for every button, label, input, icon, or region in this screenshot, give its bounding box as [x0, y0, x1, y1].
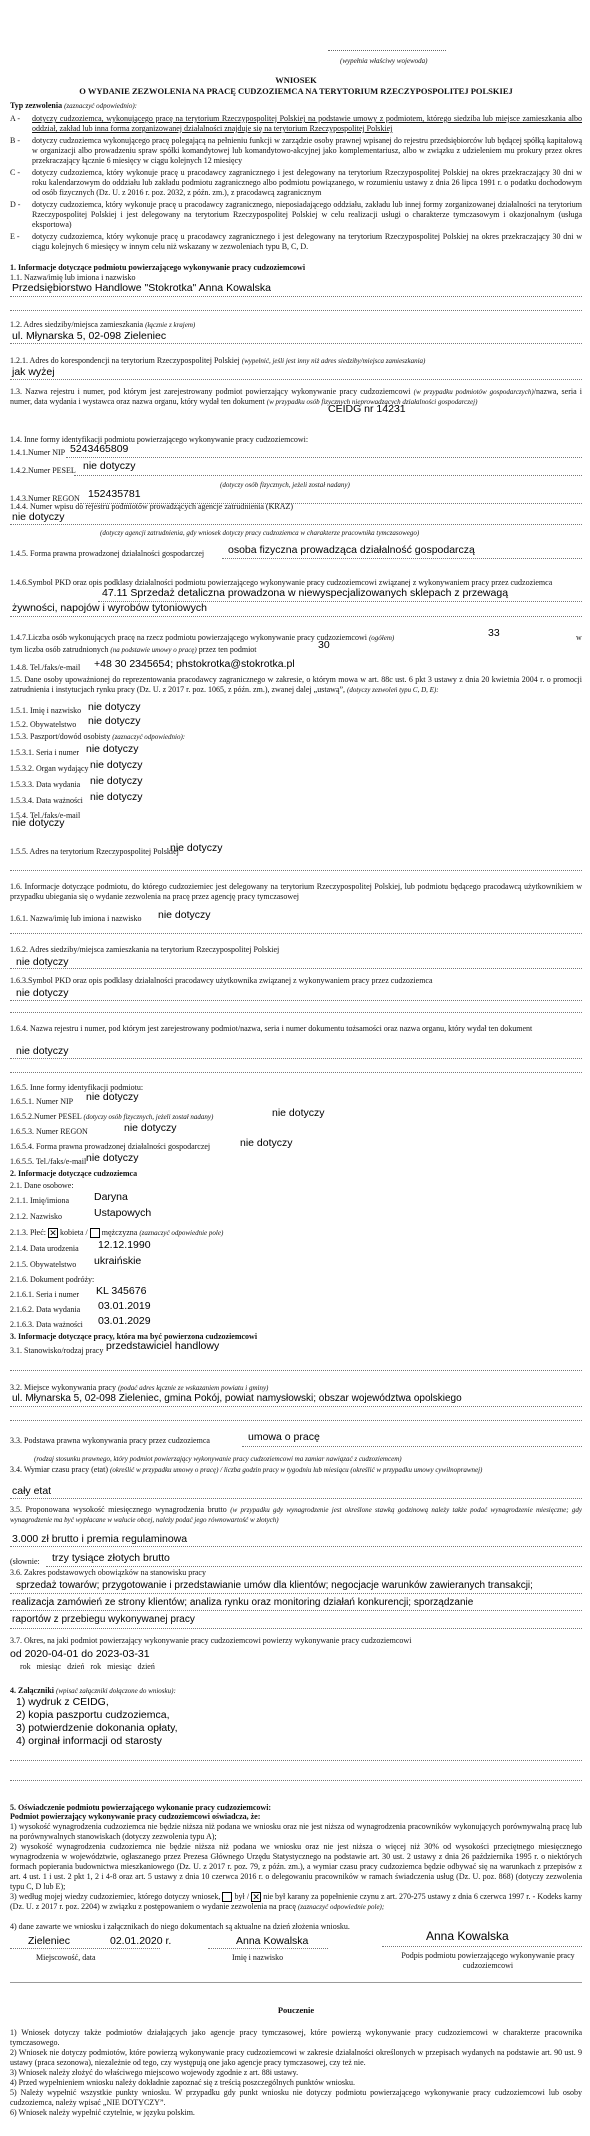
field-1-6-5-3-value[interactable]: nie dotyczy: [124, 1122, 177, 1134]
field-3-7-hint: rok miesiąc dzień rok miesiąc dzień: [20, 1662, 155, 1671]
section4-heading: 4. Załączniki: [10, 1686, 55, 1695]
permit-type-a[interactable]: [10, 114, 582, 134]
field-2-1-6-1-label: 2.1.6.1. Seria i numer: [10, 1290, 80, 1299]
permit-types-label: Typ zezwolenia: [10, 101, 63, 110]
section4-heading-row: [10, 1686, 176, 1696]
field-1-5-label: [10, 675, 582, 695]
statement-4: 4) dane zawarte we wniosku i załącznikach do niego dokumentach są aktualne na dzień złożenia wniosku.: [10, 1922, 350, 1931]
was-convicted-label: był /: [234, 1892, 250, 1901]
was-convicted-checkbox[interactable]: [222, 1892, 232, 1902]
field-1-4-8-value[interactable]: +48 30 2345654; phstokrotka@stokrotka.pl: [94, 658, 295, 670]
form-subtitle: O WYDANIE ZEZWOLENIA NA PRACĘ CUDZOZIEMCA NA TERYTORIUM RZECZYPOSPOLITEJ POLSKIEJ: [79, 86, 513, 96]
dotted-line: [10, 1370, 582, 1371]
field-3-6-line-3[interactable]: raportów z przebiegu wykonywanej pracy: [12, 1614, 195, 1625]
dotted-line: [74, 475, 582, 476]
dotted-line: [10, 1058, 582, 1059]
voivode-note: (wypełnia właściwy wojewoda): [340, 57, 428, 65]
permit-letter: B -: [10, 136, 20, 145]
field-1-5-5-label: 1.5.5. Adres na terytorium Rzeczypospolitej Polskiej: [10, 847, 179, 856]
label-hint: (zaznaczyć odpowiednio):: [112, 733, 186, 741]
field-1-6-2-label: 1.6.2. Adres siedziby/miejsca zamieszkania na terytorium Rzeczypospolitej Polskiej: [10, 945, 280, 954]
field-3-3-label: 3.3. Podstawa prawna wykonywania pracy przez cudzoziemca: [10, 1436, 210, 1445]
female-checkbox[interactable]: ✕: [49, 1228, 57, 1239]
label-hint: (określić w przypadku umowy o pracę) / liczba godzin pracy w tygodniu lub miesiącu (określić w przypadku umowy cywilnoprawnej): [110, 1466, 483, 1474]
field-1-6-3-value[interactable]: nie dotyczy: [16, 987, 69, 999]
field-3-5-label: [10, 1505, 582, 1525]
field-1-6-4-value[interactable]: nie dotyczy: [16, 1045, 69, 1057]
field-2-1-2-value[interactable]: Ustapowych: [94, 1207, 152, 1219]
field-3-3-value[interactable]: umowa o pracę: [248, 1431, 320, 1443]
field-3-7-label: 3.7. Okres, na jaki podmiot powierzający wykonywanie pracy cudzoziemcowi powierzy wykonywanie pracy cudzoziemcowi: [10, 1636, 412, 1645]
dotted-line: [10, 1012, 582, 1013]
permit-types: [10, 101, 582, 252]
field-2-1-6-3-label: 2.1.6.3. Data ważności: [10, 1320, 83, 1329]
field-1-6-5-2-value[interactable]: nie dotyczy: [272, 1107, 325, 1119]
not-convicted-checkbox[interactable]: ✕: [252, 1892, 260, 1903]
field-1-4-2-hint: (dotyczy osób fizycznych, jeżeli został nadany): [220, 481, 350, 489]
field-1-4-7-label-2: [10, 645, 257, 655]
instruction-6: 6) Wniosek należy wypełnić czytelnie, w języku polskim.: [10, 2108, 195, 2117]
field-2-1-3-row: [10, 1228, 223, 1238]
label-text: 1.2.1. Adres do korespondencji na terytorium Rzeczypospolitej Polskiej: [10, 356, 240, 365]
dotted-line: [382, 1946, 582, 1947]
field-2-1-6-2-label: 2.1.6.2. Data wydania: [10, 1305, 81, 1314]
field-3-5-words-label: (słownie:: [10, 1557, 40, 1566]
place-date-label: Miejscowość, data: [36, 1953, 96, 1962]
field-1-5-1-value[interactable]: nie dotyczy: [88, 701, 141, 713]
signature-value[interactable]: Anna Kowalska: [426, 1929, 509, 1943]
dotted-line: [222, 558, 582, 559]
dotted-line: [10, 1760, 582, 1761]
section5-subheading: Podmiot powierzający wykonywanie pracy cudzoziemcowi oświadcza, że:: [10, 1812, 261, 1821]
statement-2: 2) wysokość wynagrodzenia cudzoziemca nie będzie niższa niż podana we wniosku oraz nie jest niższa o więcej niż 30% od wysokości przeciętnego miesięcznego wynagrodzenia w województwie, ogłaszanego przez Prezesa Głównego Urzędu Statystycznego na podstawie art. 30 ust. 2 ustawy z dnia 26 października 1995 r. o niektórych formach popierania budownictwa mieszkaniowego (Dz. U. z 2017 r. poz. 79, z późn. zm.), a wymiar czasu pracy cudzoziemca będzie odbywać się na warunkach z przepisów z art. 4 ust. 1 i ust. 2 pkt 1, 2 i 4-8 oraz art. 5 ustawy z dnia 10 czerwca 2016 r. o delegowaniu pracowników w ramach świadczenia usług (Dz. U. poz. 868) (dotyczy zezwolenia typu C, D lub E);: [10, 1842, 582, 1891]
label-hint: (dotyczy zezwoleń typu C, D, E):: [347, 686, 439, 694]
dotted-line: [46, 1566, 582, 1567]
label-hint: (w przypadku gdy wynagrodzenie jest określone stawką godzinową należy także podać wynagrodzenie miesięczne; gdy wynagrodzenie ma być wypłacane w walucie obcej, należy podać jego równowartość w złotych): [10, 1506, 582, 1524]
field-1-5-3-1-value[interactable]: nie dotyczy: [86, 743, 139, 755]
name-value[interactable]: Anna Kowalska: [236, 1935, 309, 1947]
field-1-2-value[interactable]: ul. Młynarska 5, 02-098 Zieleniec: [12, 330, 167, 342]
label-hint: (wpisać załączniki dołączone do wniosku):: [56, 1687, 176, 1695]
permit-letter: A -: [10, 114, 20, 123]
label-text: przez ten podmiot: [198, 645, 257, 654]
field-1-4-7-tail: w: [576, 633, 582, 642]
field-1-6-5-5-value[interactable]: nie dotyczy: [86, 1152, 139, 1164]
field-1-5-2-value[interactable]: nie dotyczy: [88, 715, 141, 727]
label-hint: (zaznaczyć odpowiednie pole): [139, 1229, 224, 1237]
dotted-line: [10, 296, 582, 297]
divider: [10, 1982, 582, 1983]
field-1-2-1-value[interactable]: jak wyżej: [12, 366, 55, 378]
dotted-line: [10, 1000, 582, 1001]
field-1-4-1-value[interactable]: 5243465809: [70, 443, 129, 455]
field-1-4-4-label: 1.4.4. Numer wpisu do rejestru podmiotów prowadzących agencje zatrudnienia (KRAZ): [10, 502, 294, 511]
field-1-1-value[interactable]: Przedsiębiorstwo Handlowe "Stokrotka" Anna Kowalska: [12, 282, 272, 294]
field-1-5-1-label: 1.5.1. Imię i nazwisko: [10, 706, 82, 715]
dotted-line: [66, 457, 582, 458]
attachment-2[interactable]: 2) kopia paszportu cudzoziemca,: [16, 1709, 170, 1721]
field-3-7-value[interactable]: od 2020-04-01 do 2023-03-31: [10, 1648, 150, 1660]
field-2-1-4-label: 2.1.4. Data urodzenia: [10, 1244, 79, 1253]
form-title: WNIOSEK: [275, 75, 317, 85]
permit-letter: D -: [10, 200, 21, 209]
date-value[interactable]: 02.01.2020 r.: [110, 1935, 172, 1947]
field-1-2-label: [10, 320, 195, 330]
label-hint: (wypełnić, jeśli jest inny niż adres siedziby/miejsca zamieszkania): [241, 357, 426, 365]
field-1-5-3-2-value[interactable]: nie dotyczy: [90, 759, 143, 771]
label-text: 1.5. Dane osoby upoważnionej do reprezentowania pracodawcy zagranicznego w zakresie, o którym mowa w art. 88c ust. 6 pkt 3 ustawy z dnia 20 kwietnia 2004 r. o promocji zatrudnienia i instytucjach rynku pracy (Dz. U. z 2017 r. poz. 1065, z późn. zm.), zwanej dalej „ustawą”,: [10, 675, 582, 694]
dotted-line: [10, 1546, 582, 1547]
instruction-4: 4) Przed wypełnieniem wniosku należy dokładnie zapoznać się z treścią poszczególnych punktów wniosku.: [10, 2078, 356, 2087]
field-1-4-4-value[interactable]: nie dotyczy: [12, 511, 65, 523]
attachment-1[interactable]: 1) wydruk z CEIDG,: [16, 1696, 109, 1708]
dotted-line: [10, 310, 582, 311]
field-1-4-5-value[interactable]: osoba fizyczna prowadząca działalność gospodarczą: [228, 544, 475, 556]
place-value[interactable]: Zieleniec: [28, 1935, 71, 1947]
field-3-2-value[interactable]: ul. Młynarska 5, 02-098 Zieleniec, gmina Pokój, powiat namysłowski; obszar województwa opolskiego: [12, 1393, 462, 1404]
field-1-5-5-value[interactable]: nie dotyczy: [170, 842, 223, 854]
field-2-1-5-value[interactable]: ukraińskie: [94, 1255, 142, 1267]
field-3-3-hint: (rodzaj stosunku prawnego, który podmiot powierzający wykonywanie pracy cudzoziemcowi ma zamiar nawiązać z cudzoziemcem): [34, 1455, 402, 1463]
permit-type-c[interactable]: [10, 168, 582, 198]
field-1-5-2-label: 1.5.2. Obywatelstwo: [10, 720, 77, 729]
permit-letter: C -: [10, 168, 20, 177]
statement-3-text: 3) według mojej wiedzy cudzoziemiec, którego dotyczy wniosek,: [10, 1892, 221, 1901]
field-1-6-3-label: 1.6.3.Symbol PKD oraz opis podklasy działalności pracodawcy użytkownika związanej z wykonywaniem pracy przez cudzoziemca: [10, 976, 433, 985]
permit-text: dotyczy cudzoziemca, wykonującego pracę na terytorium Rzeczypospolitej Polskiej na podstawie umowy z podmiotem, którego siedziba lub miejsce zamieszkania albo oddział, zakład lub inna forma zorganizowanej działalności znajduje się na terytorium Rzeczypospolitej Polskiej: [32, 114, 582, 133]
field-1-6-label: 1.6. Informacje dotyczące podmiotu, do którego cudzoziemiec jest delegowany na terytorium Rzeczypospolitej Polskiej, lub podmiotu będącego pracodawcą użytkownikiem w przypadku ubiegania się o wydanie zezwolenia na pracę przez agencję pracy tymczasowej: [10, 882, 582, 901]
male-checkbox[interactable]: [90, 1228, 100, 1238]
dotted-line: [10, 968, 582, 969]
field-1-3-label: [10, 387, 582, 407]
label-hint: (podać adres łącznie ze wskazaniem powiatu i gminy): [117, 1384, 269, 1392]
field-2-1-label: 2.1. Dane osobowe:: [10, 1181, 74, 1190]
field-2-1-5-label: 2.1.5. Obywatelstwo: [10, 1260, 77, 1269]
field-1-5-3-3-value[interactable]: nie dotyczy: [90, 775, 143, 787]
field-2-1-6-label: 2.1.6. Dokument podróży:: [10, 1275, 95, 1284]
field-3-1-label: 3.1. Stanowisko/rodzaj pracy: [10, 1346, 104, 1355]
signature-line: [328, 50, 446, 51]
label-text: 2.1.3. Płeć:: [10, 1228, 46, 1237]
field-1-6-2-value[interactable]: nie dotyczy: [16, 956, 69, 968]
field-2-1-1-label: 2.1.1. Imię/imiona: [10, 1196, 70, 1205]
label-hint: (w przypadku osób fizycznych nieprowadzących działalności gospodarczej): [266, 398, 478, 406]
field-1-2-1-label: [10, 356, 425, 366]
field-3-4-value[interactable]: cały etat: [12, 1485, 52, 1497]
field-1-5-3-3-label: 1.5.3.3. Data wydania: [10, 780, 81, 789]
dotted-line: [208, 1948, 328, 1949]
label-text: 3.4. Wymiar czasu pracy (etat): [10, 1465, 108, 1474]
field-1-4-3-value[interactable]: 152435781: [88, 488, 141, 500]
permit-type-b[interactable]: [10, 136, 582, 166]
field-1-6-5-1-value[interactable]: nie dotyczy: [86, 1091, 139, 1103]
field-1-5-4-label: 1.5.4. Tel./faks/e-mail: [10, 811, 81, 820]
field-1-4-2-label: 1.4.2.Numer PESEL: [10, 466, 76, 475]
field-1-4-6-value-1[interactable]: 47.11 Sprzedaż detaliczna prowadzona w niewyspecjalizowanych sklepach z przewagą: [102, 587, 509, 599]
dotted-line: [10, 1628, 582, 1629]
statement-3-text-2: nie był karany za popełnienie czynu z art. 270-275 ustawy z dnia 6 czerwca 1997 r. - Kodeks karny (Dz. U. z 2017 r. poz. 2204) w związku z postępowaniem o wydanie zezwolenia na pracę: [10, 1892, 583, 1912]
label-text: tym liczba osób zatrudnionych: [10, 645, 109, 654]
permit-text: dotyczy cudzoziemca wykonującego pracę polegającą na pełnieniu funkcji w zarządzie osoby prawnej wpisanej do rejestru przedsiębiorców lub będącej spółką kapitałową w organizacji albo prowadzeniu spraw spółki komandytowej lub komandytowo-akcyjnej jako komplementariusz, albo w związku z udzieleniem mu prokury przez okres przekraczający łącznie 6 miesięcy w ciągu kolejnych 12 miesięcy: [32, 136, 582, 165]
dotted-line: [10, 1498, 582, 1499]
field-1-6-5-1-label: 1.6.5.1. Numer NIP: [10, 1097, 74, 1106]
attachment-3[interactable]: 3) potwierdzenie dokonania opłaty,: [16, 1722, 178, 1734]
field-1-4-6-label: 1.4.6.Symbol PKD oraz opis podklasy działalności podmiotu powierzającego wykonywanie pracy cudzoziemcowi związanej z wykonywaniem pracy przez cudzoziemca: [10, 578, 553, 587]
label-text: 3.2. Miejsce wykonywania pracy: [10, 1383, 116, 1392]
field-1-4-4-hint: (dotyczy agencji zatrudnienia, gdy wniosek dotyczy pracy cudzoziemca w charakterze pracownika tymczasowego): [100, 529, 420, 537]
field-1-6-1-label: 1.6.1. Nazwa/imię lub imiona i nazwisko: [10, 914, 142, 923]
permit-text: dotyczy cudzoziemca, który wykonuje pracę u pracodawcy zagranicznego i jest delegowany na terytorium Rzeczypospolitej Polskiej na okres przekraczający 30 dni w roku kalendarzowym do oddziału lub zakładu podmiotu zagranicznego albo podmiotu powiązanego, w rozumieniu ustawy z dnia 26 lipca 1991 r. o podatku dochodowym od osób fizycznych (Dz. U. z 2016 r. poz. 2032, z późn. zm.), z pracodawcą zagranicznym: [32, 168, 582, 197]
permit-letter: E -: [10, 232, 20, 241]
dotted-line: [10, 1406, 582, 1407]
field-3-5-value[interactable]: 3.000 zł brutto i premia regulaminowa: [12, 1533, 188, 1545]
field-1-5-4-value[interactable]: nie dotyczy: [12, 817, 65, 829]
section2-heading: 2. Informacje dotyczące cudzoziemca: [10, 1169, 138, 1178]
dotted-line: [10, 616, 582, 617]
dotted-line: [242, 1446, 582, 1447]
dotted-line: [10, 1420, 582, 1421]
field-1-5-3-4-label: 1.5.3.4. Data ważności: [10, 796, 83, 805]
field-1-5-3-label: [10, 732, 185, 742]
field-3-6-line-1[interactable]: sprzedaż towarów; przygotowanie i przedstawianie umów dla klientów; negocjacje warunków zawieranych transakcji;: [16, 1580, 533, 1591]
field-1-4-1-label: 1.4.1.Numer NIP: [10, 448, 66, 457]
field-3-1-value[interactable]: przedstawiciel handlowy: [106, 1340, 220, 1352]
permit-type-d[interactable]: [10, 200, 582, 230]
permit-types-hint: (zaznaczyć odpowiednio):: [64, 102, 137, 110]
field-1-6-5-4-label: 1.6.5.4. Forma prawna prowadzonej działalności gospodarczej: [10, 1142, 211, 1151]
field-2-1-6-3-value[interactable]: 03.01.2029: [98, 1315, 151, 1327]
field-2-1-6-1-value[interactable]: KL 345676: [96, 1285, 147, 1297]
label-text: 1.4.7.Liczba osób wykonujących pracę na rzecz podmiotu powierzającego wykonywanie pracy cudzoziemcowi: [10, 633, 367, 642]
section3-heading: 3. Informacje dotyczące pracy, która ma być powierzona cudzoziemcowi: [10, 1332, 258, 1341]
field-1-3-value[interactable]: CEIDG nr 14231: [328, 403, 406, 415]
label-hint: (zaznaczyć odpowiednie pole);: [297, 1903, 385, 1912]
field-1-4-label: 1.4. Inne formy identyfikacji podmiotu powierzającego wykonywanie pracy cudzoziemcowi:: [10, 435, 309, 444]
field-1-5-3-2-label: 1.5.3.2. Organ wydający: [10, 764, 89, 773]
dotted-line: [10, 1072, 582, 1073]
male-label: mężczyzna: [101, 1228, 138, 1237]
field-1-6-5-label: 1.6.5. Inne formy identyfikacji podmiotu:: [10, 1083, 144, 1092]
signature-label: Podpis podmiotu powierzającego wykonywanie pracy cudzoziemcowi: [401, 1951, 575, 1970]
field-3-6-line-2[interactable]: realizacja zamówień ze strony klientów; analiza rynku oraz monitoring działań konkurencji; sporządzanie: [12, 1597, 474, 1608]
statement-3: [10, 1892, 582, 1912]
dotted-line: [10, 524, 582, 525]
section5-heading: 5. Oświadczenie podmiotu powierzającego wykonanie pracy cudzoziemcowi:: [10, 1803, 272, 1812]
name-label: Imię i nazwisko: [232, 1953, 284, 1962]
dotted-line: [10, 1593, 582, 1594]
dotted-line: [10, 1780, 582, 1781]
instruction-5: 5) Należy wypełnić wszystkie punkty wniosku. W przypadku gdy punkt wniosku nie dotyczy podmiotu powierzającego wykonywanie pracy cudzoziemcowi lub osoby cudzoziemca, należy wpisać „NIE DOTYCZY”.: [10, 2088, 582, 2107]
label-text: 1.6.5.2.Numer PESEL: [10, 1112, 82, 1121]
field-1-6-4-label: 1.6.4. Nazwa rejestru i numer, pod którym jest zarejestrowany podmiot/nazwa, seria i numer dokumentu tożsamości oraz nazwa organu, który wydał ten dokument: [10, 1024, 533, 1033]
dotted-line: [10, 1610, 582, 1611]
field-1-4-7-value[interactable]: 33: [488, 627, 500, 639]
label-text: 1.5.3. Paszport/dowód osobisty: [10, 732, 111, 741]
label-hint: (dotyczy osób fizycznych, jeżeli został nadany): [83, 1113, 214, 1121]
field-3-4-label: [10, 1465, 582, 1475]
label-hint: (ogółem): [368, 634, 395, 642]
instruction-2: 2) Wniosek nie dotyczy podmiotów, które powierzą wykonywanie pracy cudzoziemcowi w zakresie działalności określonych w przepisach wydanych na podstawie art. 90 ust. 9 ustawy (praca sezonowa), niezależnie od tego, czy występują one jako agencje pracy tymczasowej, czy też nie.: [10, 2048, 582, 2067]
field-1-5-3-4-value[interactable]: nie dotyczy: [90, 791, 143, 803]
dotted-line: [10, 933, 582, 934]
field-1-6-5-3-label: 1.6.5.3. Numer REGON: [10, 1127, 88, 1136]
field-2-1-2-label: 2.1.2. Nazwisko: [10, 1212, 62, 1221]
field-1-4-7-value-2[interactable]: 30: [318, 639, 330, 651]
permit-text: dotyczy cudzoziemca, który wykonuje pracę u pracodawcy zagranicznego, nieposiadającego oddziału, zakładu lub innej formy zorganizowanej działalności na terytorium Rzeczypospolitej Polskiej i jest delegowany na terytorium Rzeczypospolitej Polskiej w celu realizacji usługi o charakterze tymczasowym i okazjonalnym (usługa eksportowa): [32, 200, 582, 229]
field-1-6-5-5-label: 1.6.5.5. Tel./faks/e-mail: [10, 1157, 87, 1166]
instruction-1: 1) Wniosek dotyczy także podmiotów działających jako agencje pracy tymczasowej, które powierzą wykonywanie pracy cudzoziemcowi w charakterze pracownika tymczasowego.: [10, 2028, 582, 2047]
field-3-6-label: 3.6. Zakres podstawowych obowiązków na stanowisku pracy: [10, 1568, 206, 1577]
label-hint: (łącznie z krajem): [145, 321, 196, 329]
dotted-line: [10, 379, 582, 380]
field-2-1-6-2-value[interactable]: 03.01.2019: [98, 1300, 151, 1312]
field-3-5-words-value[interactable]: trzy tysiące złotych brutto: [52, 1552, 170, 1564]
field-1-4-6-value-2[interactable]: żywności, napojów i wyrobów tytoniowych: [12, 602, 207, 614]
female-label: kobieta /: [60, 1228, 88, 1237]
field-1-4-2-value[interactable]: nie dotyczy: [83, 460, 136, 472]
field-2-1-4-value[interactable]: 12.12.1990: [98, 1239, 151, 1251]
field-1-5-3-1-label: 1.5.3.1. Seria i numer: [10, 748, 80, 757]
field-1-6-1-value[interactable]: nie dotyczy: [158, 909, 211, 921]
field-1-6-5-2-label: [10, 1112, 213, 1122]
dotted-line: [10, 870, 582, 871]
field-1-4-5-label: 1.4.5. Forma prawna prowadzonej działalności gospodarczej: [10, 549, 205, 558]
dotted-line: [10, 1948, 160, 1949]
field-2-1-1-value[interactable]: Daryna: [94, 1191, 128, 1203]
attachment-4[interactable]: 4) orginał informacji od starosty: [16, 1735, 162, 1747]
label-hint: (na podstawie umowy o pracę): [110, 646, 197, 654]
permit-text: dotyczy cudzoziemca, który wykonuje pracę u pracodawcy zagranicznego i jest delegowany na terytorium Rzeczypospolitej Polskiej na okres przekraczający 30 dni w ciągu kolejnych 6 miesięcy w innym celu niż wskazany w zezwoleniach typu B, C, D.: [32, 232, 582, 251]
label-text: 3.5. Proponowana wysokość miesięcznego wynagrodzenia brutto: [10, 1505, 227, 1514]
field-1-4-8-label: 1.4.8. Tel./faks/e-mail: [10, 663, 81, 672]
field-3-2-label: [10, 1383, 268, 1393]
dotted-line: [10, 343, 582, 344]
field-1-1-label: 1.1. Nazwa/imię lub imiona i nazwisko: [10, 273, 136, 282]
section1-heading: 1. Informacje dotyczące podmiotu powierzającego wykonywanie pracy cudzoziemcowi: [10, 263, 306, 272]
label-text: 1.3. Nazwa rejestru i numer, pod którym jest zarejestrowany podmiot powierzający wykonywanie pracy cudzoziemcowi: [10, 387, 411, 396]
field-1-6-5-4-value[interactable]: nie dotyczy: [240, 1137, 293, 1149]
label-text: 1.2. Adres siedziby/miejsca zamieszkania: [10, 320, 144, 329]
field-1-4-3-label: 1.4.3.Numer REGON: [10, 494, 80, 503]
permit-type-e[interactable]: [10, 232, 582, 252]
field-1-4-7-label: [10, 633, 394, 643]
label-hint: (w przypadku podmiotów gospodarczych): [413, 388, 534, 396]
instruction-3: 3) Wniosek należy złożyć do właściwego miejscowo wojewody zgodnie z art. 88i ustawy.: [10, 2068, 299, 2077]
label-text: /nazwa, seria i numer, data wydania i wystawca oraz nazwa organu, który wydał ten dokument: [10, 387, 583, 406]
statement-1: 1) wysokość wynagrodzenia cudzoziemca nie będzie niższa niż podana we wniosku oraz nie jest niższa od wynagrodzenia pracowników wykonujących porównywalną pracę lub na porównywalnych stanowiskach (dotyczy zezwolenia typu A);: [10, 1822, 582, 1841]
instructions-heading: Pouczenie: [277, 2005, 315, 2015]
